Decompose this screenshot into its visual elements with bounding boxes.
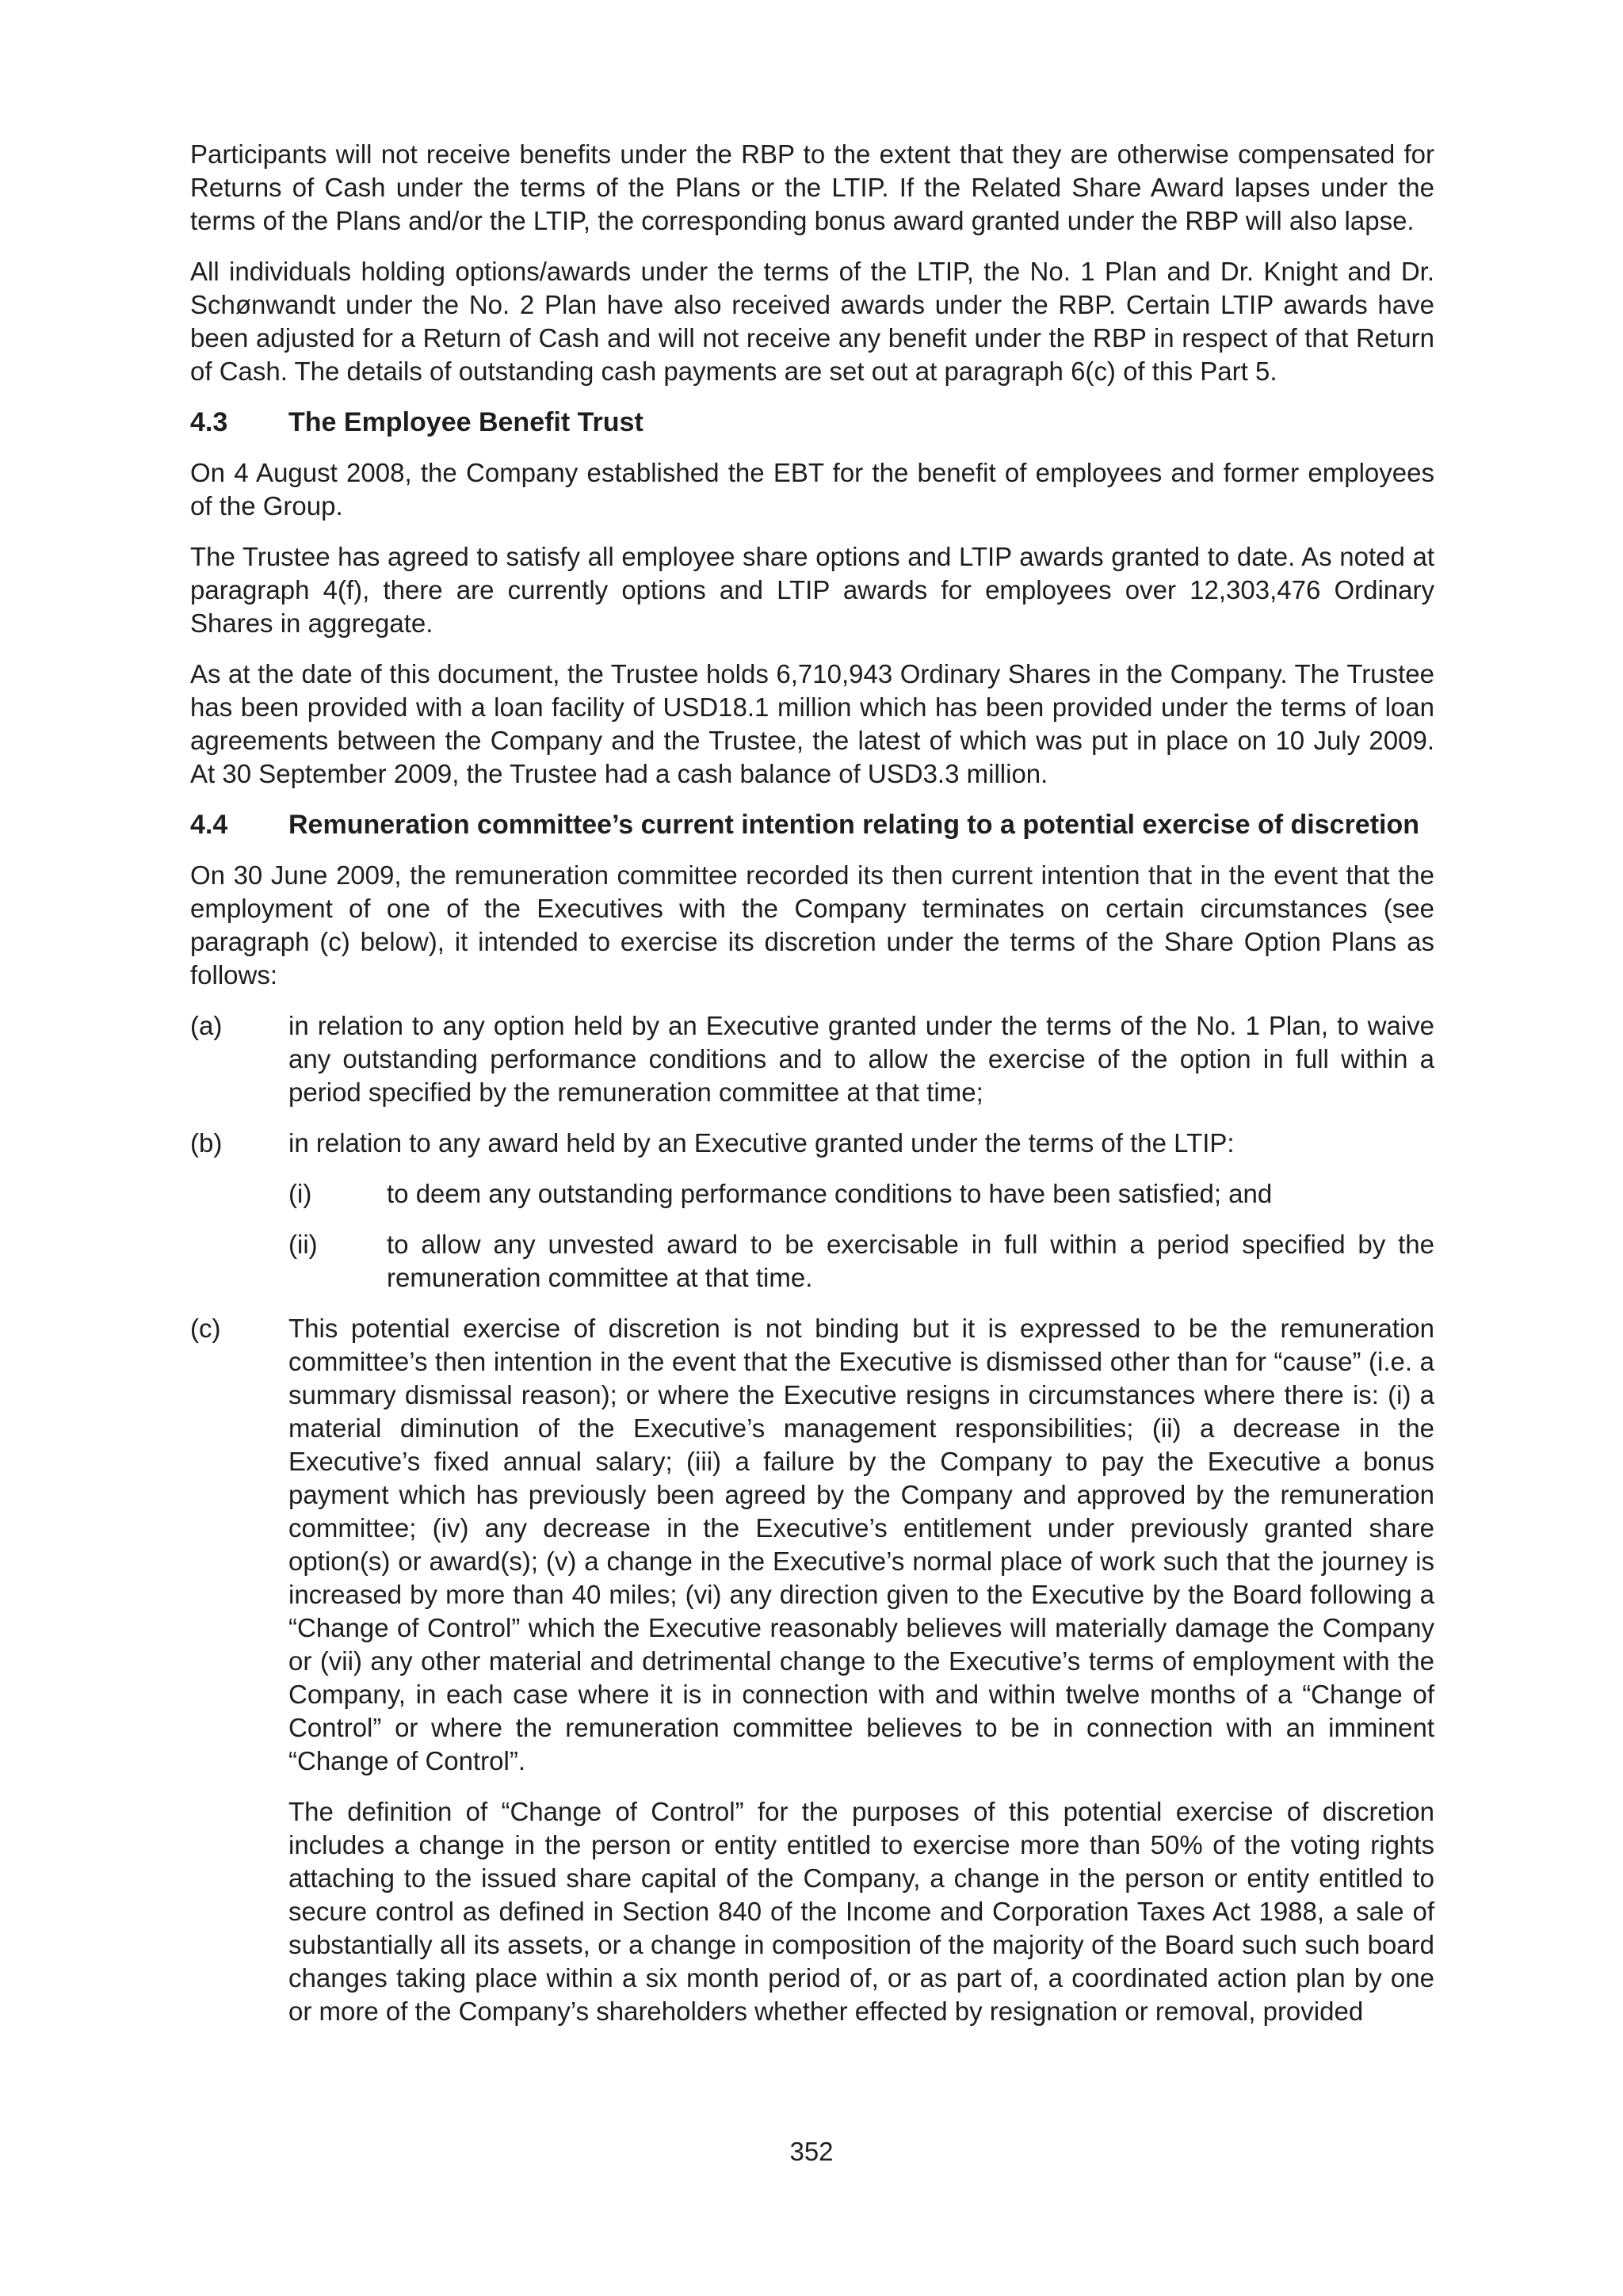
page-number: 352 (789, 2137, 834, 2166)
list-item-text: in relation to any option held by an Executive granted under the terms of the No. 1 Plan, to waive any outstanding performance conditions and to allow the exercise of the option in full within a period specified by the remuneration committee at that time; (288, 1011, 1434, 1107)
sub-marker: (i) (288, 1179, 312, 1208)
paragraph-remuneration-intro: On 30 June 2009, the remuneration committee recorded its then current intention that in the event that the employment of one of the Executives with the Company terminates on certain circumstances (see paragraph (c) below), it intended to exercise its discretion under the terms of the Share Option Plans as follows: (190, 860, 1434, 990)
section-heading-4-3 (190, 406, 1434, 439)
list-item-text: This potential exercise of discretion is not binding but it is expressed to be the remuneration committee’s then intention in the event that the Executive is dismissed other than for “cause” (i.e. a summary dismissal reason); or where the Executive resigns in circumstances where there is: (i) a material diminution of the Executive’s management responsibilities; (ii) a decrease in the Executive’s fixed annual salary; (iii) a failure by the Company to pay the Executive a bonus payment which has previously been agreed by the Company and approved by the remuneration committee; (iv) any decrease in the Executive’s entitlement under previously granted share option(s) or award(s); (v) a change in the Executive’s normal place of work such that the journey is increased by more than 40 miles; (vi) any direction given to the Executive by the Board following a “Change of Control” which the Executive reasonably believes will materially damage the Company or (vii) any other material and detrimental change to the Executive’s terms of employment with the Company, in each case where it is in connection with and within twelve months of a “Change of Control” or where the remuneration committee believes to be in connection with an imminent “Change of Control”. (288, 1314, 1434, 1775)
paragraph-rbp-awards: All individuals holding options/awards under the terms of the LTIP, the No. 1 Plan and Dr. Knight and Dr. Schønwandt under the No. 2 Plan have also received awards under the RBP. Certain LTIP awards have been adjusted for a Return of Cash and will not receive any benefit under the RBP in respect of that Return of Cash. The details of outstanding cash payments are set out at paragraph 6(c) of this Part 5. (190, 257, 1434, 386)
list-item-b (190, 1127, 1434, 1295)
list-item-c (190, 1312, 1434, 1778)
paragraph-trustee-agreement: The Trustee has agreed to satisfy all employee share options and LTIP awards granted to date. As noted at paragraph 4(f), there are currently options and LTIP awards for employees over 12,303,476 Ordinary Shares in aggregate. (190, 542, 1434, 638)
list-item-a (190, 1009, 1434, 1109)
paragraph-trustee-holdings: As at the date of this document, the Trustee holds 6,710,943 Ordinary Shares in the Company. The Trustee has been provided with a loan facility of USD18.1 million which has been provided under the terms of loan agreements between the Company and the Trustee, the latest of which was put in place on 10 July 2009. At 30 September 2009, the Trustee had a cash balance of USD3.3 million. (190, 659, 1434, 788)
paragraph-rbp-lapse: Participants will not receive benefits under the RBP to the extent that they are otherwise compensated for Returns of Cash under the terms of the Plans or the LTIP. If the Related Share Award lapses under the terms of the Plans and/or the LTIP, the corresponding bonus award granted under the RBP will also lapse. (190, 139, 1434, 235)
sub-item-ii (288, 1228, 1434, 1295)
section-number: 4.4 (190, 810, 228, 840)
list-marker: (c) (190, 1314, 221, 1343)
sub-item-text: to deem any outstanding performance conditions to have been satisfied; and (387, 1179, 1273, 1208)
section-number: 4.3 (190, 407, 228, 437)
list-marker: (b) (190, 1128, 223, 1158)
list-item-text: in relation to any award held by an Executive granted under the terms of the LTIP: (288, 1128, 1235, 1158)
list-item-content (288, 1127, 1434, 1295)
section-title: The Employee Benefit Trust (288, 407, 643, 437)
sub-marker: (ii) (288, 1230, 318, 1259)
section-heading-4-4 (190, 808, 1434, 841)
list-marker: (a) (190, 1011, 223, 1040)
paragraph-ebt-established: On 4 August 2008, the Company established the EBT for the benefit of employees and former employees of the Group. (190, 458, 1434, 521)
paragraph-change-of-control: The definition of “Change of Control” for the purposes of this potential exercise of discretion includes a change in the person or entity entitled to exercise more than 50% of the voting rights attaching to the issued share capital of the Company, a change in the person or entity entitled to secure control as defined in Section 840 of the Income and Corporation Taxes Act 1988, a sale of substantially all its assets, or a change in composition of the majority of the Board such such board changes taking place within a six month period of, or as part of, a coordinated action plan by one or more of the Company’s shareholders whether effected by resignation or removal, provided (288, 1797, 1434, 2026)
document-page (190, 138, 1434, 2046)
sub-item-text: to allow any unvested award to be exercisable in full within a period specified by the remuneration committee at that time. (387, 1230, 1434, 1292)
sub-item-i (288, 1177, 1434, 1211)
section-title: Remuneration committee’s current intention relating to a potential exercise of discretion (288, 810, 1420, 840)
